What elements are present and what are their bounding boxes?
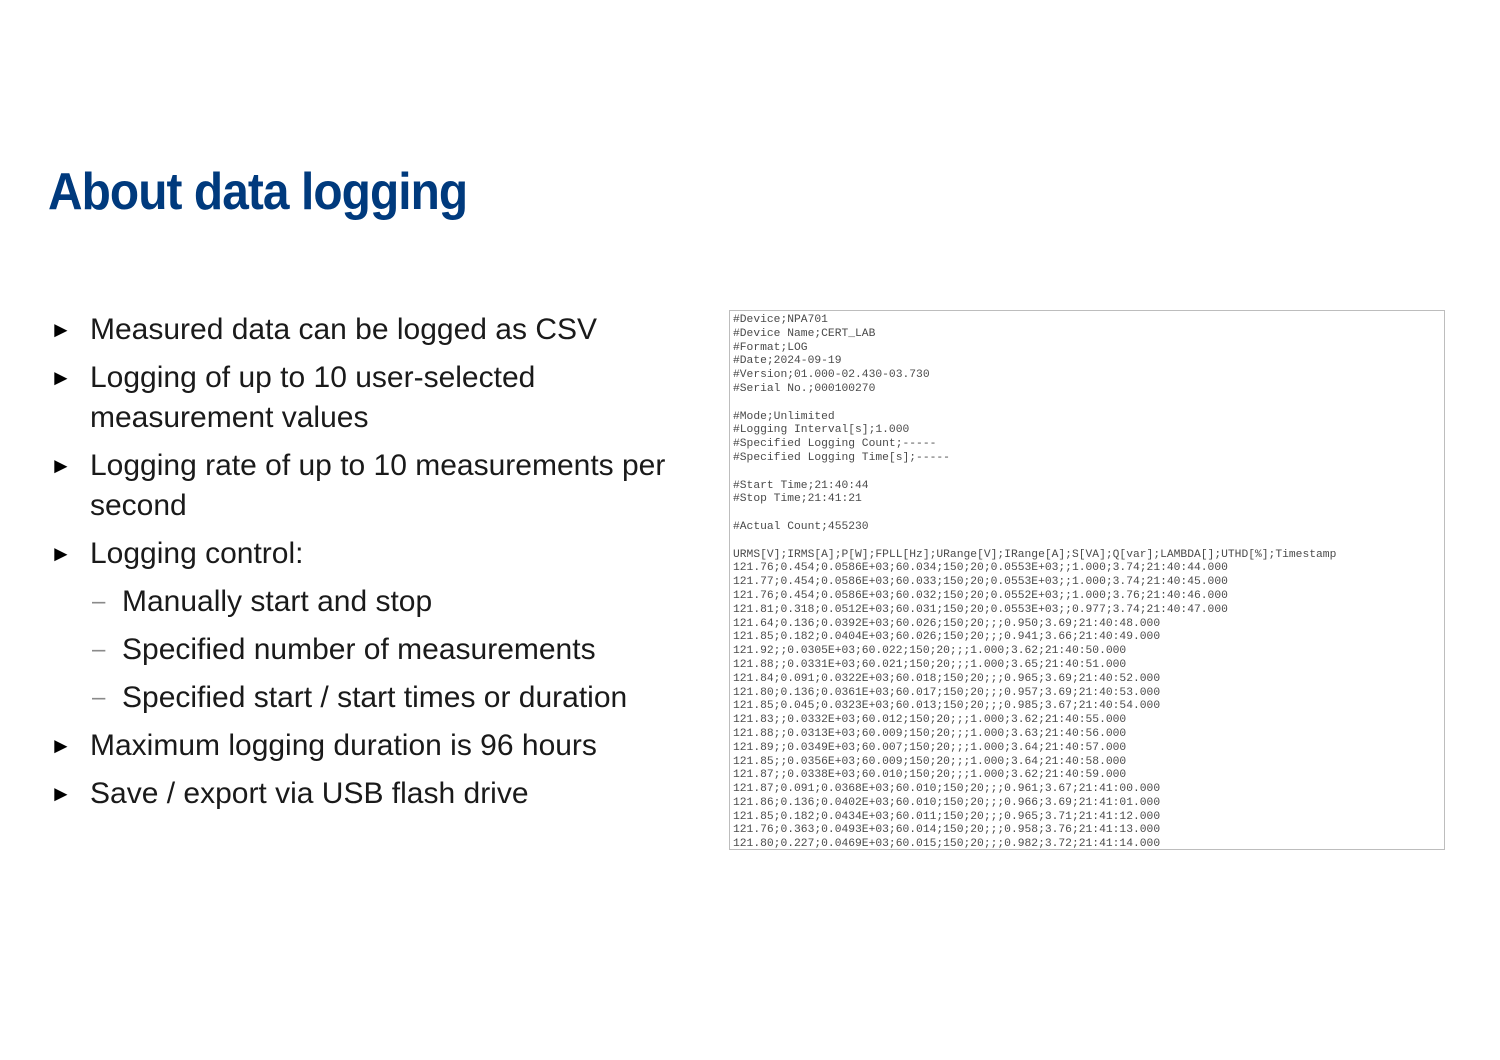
log-line: #Stop Time;21:41:21 [733, 493, 862, 506]
log-line: 121.81;0.318;0.0512E+03;60.031;150;20;0.0553E+03;;0.977;3.74;21:40:47.000 [733, 603, 1228, 616]
log-line: 121.76;0.454;0.0586E+03;60.034;150;20;0.0553E+03;;1.000;3.74;21:40:44.000 [733, 562, 1228, 575]
bullet-text: Specified start / start times or duration [122, 681, 628, 714]
bullet-text: Logging control: [90, 537, 304, 570]
log-line: URMS[V];IRMS[A];P[W];FPLL[Hz];URange[V];IRange[A];S[VA];Q[var];LAMBDA[];UTHD[%];Timestamp [733, 548, 1337, 561]
log-line: 121.85;0.045;0.0323E+03;60.013;150;20;;;0.985;3.67;21:40:54.000 [733, 700, 1161, 713]
slide-title: About data logging [48, 163, 468, 221]
log-line: #Specified Logging Time[s];----- [733, 451, 950, 464]
log-line: #Specified Logging Count;----- [733, 438, 937, 451]
log-line: 121.87;;0.0338E+03;60.010;150;20;;;1.000;3.62;21:40:59.000 [733, 769, 1127, 782]
bullet-text: Logging rate of up to 10 measurements per second [90, 449, 666, 522]
log-line: 121.86;0.136;0.0402E+03;60.010;150;20;;;0.966;3.69;21:41:01.000 [733, 796, 1161, 809]
log-line: #Format;LOG [733, 341, 808, 354]
log-line: 121.85;0.182;0.0434E+03;60.011;150;20;;;0.965;3.71;21:41:12.000 [733, 810, 1161, 823]
log-line: #Date;2024-09-19 [733, 355, 842, 368]
log-blank-line [733, 466, 1444, 480]
bullet-triangle-icon: ► [50, 317, 72, 342]
bullet-triangle-icon: ► [50, 781, 72, 806]
log-line: #Device Name;CERT_LAB [733, 327, 876, 340]
log-line: 121.76;0.454;0.0586E+03;60.032;150;20;0.0552E+03;;1.000;3.76;21:40:46.000 [733, 589, 1228, 602]
csv-log-excerpt [729, 310, 1445, 850]
log-line: 121.88;;0.0313E+03;60.009;150;20;;;1.000;3.63;21:40:56.000 [733, 727, 1127, 740]
bullet-text: Logging of up to 10 user-selected measurement values [90, 361, 536, 434]
log-line: 121.83;;0.0332E+03;60.012;150;20;;;1.000;3.62;21:40:55.000 [733, 714, 1127, 727]
bullet-list [50, 310, 690, 822]
log-line: 121.80;0.227;0.0469E+03;60.015;150;20;;;0.982;3.72;21:41:14.000 [733, 838, 1161, 850]
log-line: 121.64;0.136;0.0392E+03;60.026;150;20;;;0.950;3.69;21:40:48.000 [733, 617, 1161, 630]
log-line: 121.80;0.136;0.0361E+03;60.017;150;20;;;0.957;3.69;21:40:53.000 [733, 686, 1161, 699]
log-line: 121.85;;0.0356E+03;60.009;150;20;;;1.000;3.64;21:40:58.000 [733, 755, 1127, 768]
bullet-triangle-icon: ► [50, 365, 72, 390]
bullet-text: Specified number of measurements [122, 633, 596, 666]
bullet-item [50, 774, 690, 814]
bullet-triangle-icon: ► [50, 541, 72, 566]
log-line: #Serial No.;000100270 [733, 382, 876, 395]
log-line: #Logging Interval[s];1.000 [733, 424, 910, 437]
log-line: #Actual Count;455230 [733, 520, 869, 533]
sub-bullet-dash-icon: – [92, 684, 106, 711]
bullet-item [50, 310, 690, 350]
bullet-text: Save / export via USB flash drive [90, 777, 529, 810]
sub-bullet-item [50, 582, 690, 622]
sub-bullet-dash-icon: – [92, 588, 106, 615]
bullet-item [50, 358, 690, 438]
log-line: 121.76;0.363;0.0493E+03;60.014;150;20;;;0.958;3.76;21:41:13.000 [733, 824, 1161, 837]
log-line: #Mode;Unlimited [733, 410, 835, 423]
log-line: 121.77;0.454;0.0586E+03;60.033;150;20;0.0553E+03;;1.000;3.74;21:40:45.000 [733, 576, 1228, 589]
bullet-triangle-icon: ► [50, 733, 72, 758]
log-line: 121.85;0.182;0.0404E+03;60.026;150;20;;;0.941;3.66;21:40:49.000 [733, 631, 1161, 644]
bullet-item [50, 534, 690, 574]
log-line: #Start Time;21:40:44 [733, 479, 869, 492]
log-blank-line [733, 397, 1444, 411]
bullet-text: Maximum logging duration is 96 hours [90, 729, 597, 762]
log-blank-line [733, 507, 1444, 521]
sub-bullet-item [50, 678, 690, 718]
log-line: 121.87;0.091;0.0368E+03;60.010;150;20;;;0.961;3.67;21:41:00.000 [733, 783, 1161, 796]
log-line: #Device;NPA701 [733, 314, 828, 326]
bullet-text: Measured data can be logged as CSV [90, 313, 597, 346]
bullet-text: Manually start and stop [122, 585, 433, 618]
log-line: #Version;01.000-02.430-03.730 [733, 369, 930, 382]
sub-bullet-dash-icon: – [92, 636, 106, 663]
log-line: 121.92;;0.0305E+03;60.022;150;20;;;1.000;3.62;21:40:50.000 [733, 645, 1127, 658]
bullet-triangle-icon: ► [50, 453, 72, 478]
log-line: 121.84;0.091;0.0322E+03;60.018;150;20;;;0.965;3.69;21:40:52.000 [733, 672, 1161, 685]
log-blank-line [733, 535, 1444, 549]
bullet-item [50, 726, 690, 766]
log-line: 121.88;;0.0331E+03;60.021;150;20;;;1.000;3.65;21:40:51.000 [733, 658, 1127, 671]
sub-bullet-item [50, 630, 690, 670]
bullet-item [50, 446, 690, 526]
log-line: 121.89;;0.0349E+03;60.007;150;20;;;1.000;3.64;21:40:57.000 [733, 741, 1127, 754]
